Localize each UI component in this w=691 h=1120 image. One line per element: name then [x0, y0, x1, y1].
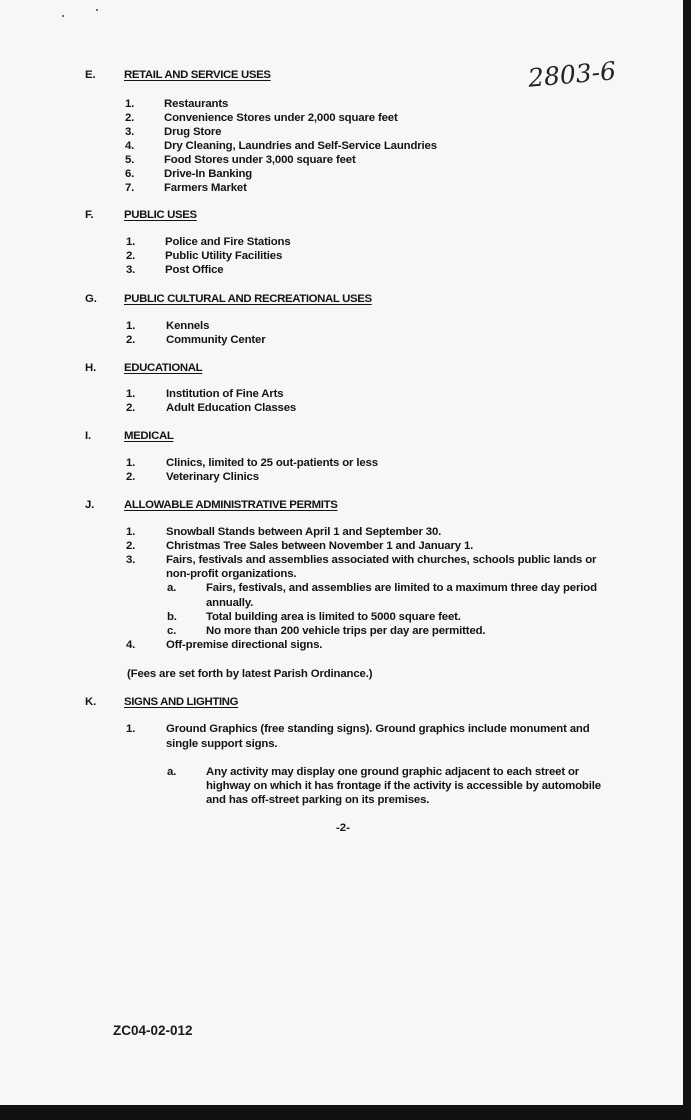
list-item-text: and has off-street parking on its premises.	[206, 794, 430, 806]
list-item-text: Fairs, festivals, and assemblies are limited to a maximum three day period	[206, 582, 597, 594]
list-item-text: No more than 200 vehicle trips per day are permitted.	[206, 625, 486, 637]
section-heading: EDUCATIONAL	[124, 362, 203, 374]
document-code: ZC04-02-012	[113, 1023, 193, 1038]
list-item-text: Food Stores under 3,000 square feet	[164, 154, 356, 166]
list-item-text: Kennels	[166, 320, 210, 332]
list-item-text: Ground Graphics (free standing signs). Ground graphics include monument and	[166, 723, 590, 735]
list-item-number: 1.	[126, 388, 136, 400]
list-item-number: 7.	[125, 182, 135, 194]
list-item-number: 1.	[126, 236, 136, 248]
list-item-number: 1.	[126, 457, 136, 469]
section-heading: PUBLIC CULTURAL AND RECREATIONAL USES	[124, 293, 372, 305]
scan-border-right	[683, 0, 691, 1120]
list-item-number: 2.	[126, 471, 136, 483]
list-item-number: 1.	[125, 98, 135, 110]
list-item-text: non-profit organizations.	[166, 568, 297, 580]
list-item-number: 1.	[126, 723, 136, 735]
list-item-number: 3.	[125, 126, 135, 138]
handwritten-annotation: 2803-6	[526, 56, 618, 93]
list-item-text: Christmas Tree Sales between November 1 and January 1.	[166, 540, 474, 552]
list-item-number: a.	[167, 582, 177, 594]
list-item-text: Clinics, limited to 25 out-patients or less	[166, 457, 378, 469]
list-item-number: 2.	[125, 112, 135, 124]
list-item-text: Snowball Stands between April 1 and September 30.	[166, 526, 442, 538]
list-item-text: highway on which it has frontage if the activity is accessible by automobile	[206, 780, 601, 792]
list-item-number: c.	[167, 625, 177, 637]
list-item-text: Fairs, festivals and assemblies associated with churches, schools public lands or	[166, 554, 597, 566]
list-item-text: Post Office	[165, 264, 224, 276]
fees-note: (Fees are set forth by latest Parish Ordinance.)	[127, 668, 373, 680]
list-item-text: Any activity may display one ground graphic adjacent to each street or	[206, 766, 580, 778]
list-item-text: Convenience Stores under 2,000 square feet	[164, 112, 398, 124]
section-heading: RETAIL AND SERVICE USES	[124, 69, 271, 81]
section-letter: F.	[85, 209, 94, 221]
page-number: -2-	[336, 822, 350, 834]
list-item-text: Total building area is limited to 5000 square feet.	[206, 611, 461, 623]
list-item-text: single support signs.	[166, 738, 278, 750]
section-letter: I.	[85, 430, 92, 442]
list-item-text: annually.	[206, 597, 254, 609]
list-item-number: b.	[167, 611, 177, 623]
list-item-number: 2.	[126, 334, 136, 346]
list-item-text: Drug Store	[164, 126, 222, 138]
list-item-text: Dry Cleaning, Laundries and Self-Service Laundries	[164, 140, 437, 152]
list-item-number: 2.	[126, 540, 136, 552]
list-item-text: Restaurants	[164, 98, 229, 110]
list-item-text: Drive-In Banking	[164, 168, 253, 180]
list-item-number: 4.	[126, 639, 136, 651]
scan-speck	[62, 15, 64, 17]
section-letter: H.	[85, 362, 97, 374]
section-letter: E.	[85, 69, 96, 81]
list-item-text: Police and Fire Stations	[165, 236, 291, 248]
list-item-text: Adult Education Classes	[166, 402, 297, 414]
list-item-text: Public Utility Facilities	[165, 250, 283, 262]
section-letter: K.	[85, 696, 97, 708]
list-item-number: 3.	[126, 554, 136, 566]
section-heading: PUBLIC USES	[124, 209, 197, 221]
list-item-text: Off-premise directional signs.	[166, 639, 323, 651]
list-item-number: 3.	[126, 264, 136, 276]
list-item-text: Community Center	[166, 334, 266, 346]
list-item-number: 1.	[126, 320, 136, 332]
list-item-text: Institution of Fine Arts	[166, 388, 284, 400]
list-item-text: Farmers Market	[164, 182, 247, 194]
section-letter: G.	[85, 293, 97, 305]
scan-speck	[96, 9, 98, 11]
section-heading: MEDICAL	[124, 430, 174, 442]
list-item-text: Veterinary Clinics	[166, 471, 259, 483]
list-item-number: 5.	[125, 154, 135, 166]
list-item-number: 1.	[126, 526, 136, 538]
section-letter: J.	[85, 499, 95, 511]
section-heading: ALLOWABLE ADMINISTRATIVE PERMITS	[124, 499, 338, 511]
list-item-number: a.	[167, 766, 177, 778]
section-heading: SIGNS AND LIGHTING	[124, 696, 239, 708]
list-item-number: 2.	[126, 250, 136, 262]
list-item-number: 2.	[126, 402, 136, 414]
list-item-number: 6.	[125, 168, 135, 180]
list-item-number: 4.	[125, 140, 135, 152]
scan-border-bottom	[0, 1105, 691, 1120]
